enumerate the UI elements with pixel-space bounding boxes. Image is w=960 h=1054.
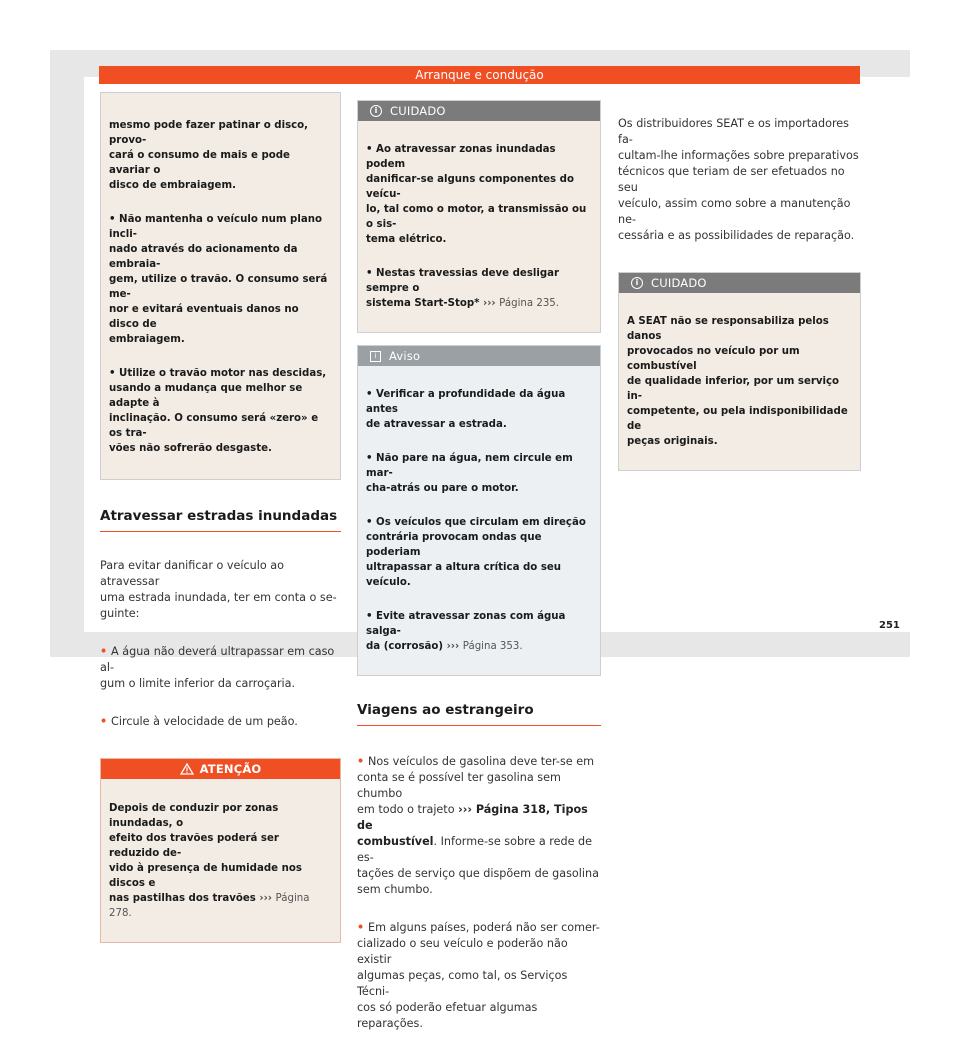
section-title-flooded-roads: Atravessar estradas inundadas bbox=[100, 508, 341, 532]
info-circle-icon: i bbox=[370, 105, 382, 117]
body-paragraph: Os distribuidores SEAT e os importadores fa- cultam-lhe informações sobre preparativos técnicos que teriam de ser efetuados no seu veículo, assim como sobre a manutenção ne- cessária e as possibilidades de reparação. bbox=[618, 117, 859, 242]
list-item: • Verificar a profundidade da água antes de atravessar a estrada. bbox=[366, 389, 566, 430]
list-item: • Em alguns países, poderá não ser comer- cializado o seu veículo e poderão não existir algumas peças, como tal, os Serviços Técni- cos só poderão efetuar algumas reparações. bbox=[357, 921, 600, 1030]
list-item: • Nos veículos de gasolina deve ter-se em conta se é possível ter gasolina sem chumbo em todo o trajeto ››› Página 318, Tipos de combustível. Informe-se sobre a rede de es- tações de serviço que dispõem de gasolina sem chumbo. bbox=[357, 755, 599, 896]
list-item: • Nestas travessias deve desligar sempre o sistema Start-Stop* ››› Página 235. bbox=[366, 268, 560, 309]
caution-box-header bbox=[619, 273, 860, 293]
info-circle-icon: i bbox=[631, 277, 643, 289]
bullet-icon: • bbox=[100, 645, 112, 658]
list-item: • Não pare na água, nem circule em mar- cha-atrás ou pare o motor. bbox=[366, 453, 573, 494]
page-reference-link[interactable]: ››› Página 318, Tipos de combustível bbox=[357, 803, 588, 848]
page-number: 251 bbox=[879, 620, 900, 631]
notice-box bbox=[357, 345, 601, 676]
chapter-header: Arranque e condução bbox=[99, 66, 860, 84]
list-item: • Circule à velocidade de um peão. bbox=[100, 715, 298, 728]
list-item: • Evite atravessar zonas com água salga- da (corrosão) ››› Página 353. bbox=[366, 611, 566, 652]
caution-box-header bbox=[358, 101, 600, 121]
list-item: • Os veículos que circulam em direção contrária provocam ondas que poderiam ultrapassar a altura crítica do seu veículo. bbox=[366, 517, 586, 588]
warning-box-header bbox=[101, 759, 340, 779]
column-2 bbox=[357, 100, 601, 1054]
bullet-icon: • bbox=[357, 755, 369, 768]
bullet-icon: • bbox=[357, 921, 369, 934]
column-3 bbox=[618, 100, 861, 471]
warning-text: Depois de conduzir por zonas inundadas, o efeito dos travões poderá ser reduzido de- vido à presença de humidade nos discos e nas pastilhas dos travões ››› Página 278. bbox=[109, 803, 310, 919]
caution-box-title: CUIDADO bbox=[390, 104, 446, 118]
caution-box bbox=[357, 100, 601, 333]
square-info-icon: i bbox=[370, 351, 381, 362]
caution-text: A SEAT não se responsabiliza pelos danos provocados no veículo por um combustível de qualidade inferior, por um serviço in- competente, ou pela indisponibilidade de peças originais. bbox=[627, 316, 848, 447]
page-reference-link[interactable]: ››› Página 278. bbox=[109, 893, 310, 919]
page-reference-link[interactable]: ››› Página 235. bbox=[483, 298, 560, 309]
bullet-icon: • bbox=[100, 715, 112, 728]
warning-box bbox=[100, 758, 341, 943]
box-paragraph: mesmo pode fazer patinar o disco, provo- cará o consumo de mais e pode avariar o disco de embraiagem. bbox=[109, 120, 309, 191]
warning-triangle-icon bbox=[180, 763, 194, 775]
list-item: • A água não deverá ultrapassar em caso al- gum o limite inferior da carroçaria. bbox=[100, 645, 335, 690]
continued-tips-box bbox=[100, 92, 341, 480]
notice-box-title: Aviso bbox=[389, 349, 421, 363]
intro-text: Para evitar danificar o veículo ao atravessar uma estrada inundada, ter em conta o se- guinte: bbox=[100, 559, 337, 620]
box-paragraph: • Utilize o travão motor nas descidas, usando a mudança que melhor se adapte à inclinação. O consumo será «zero» e os tra- vões não sofrerão desgaste. bbox=[109, 368, 327, 454]
notice-box-header bbox=[358, 346, 600, 366]
box-paragraph: • Não mantenha o veículo num plano incli- nado através do acionamento da embraia- gem, utilize o travão. O consumo será me- nor e evitará eventuais danos no disco de embraiagem. bbox=[109, 214, 328, 345]
warning-box-title: ATENÇÃO bbox=[199, 762, 262, 776]
list-item: • Ao atravessar zonas inundadas podem danificar-se alguns componentes do veícu- lo, tal como o motor, a transmissão ou o sis- tema elétrico. bbox=[366, 144, 587, 245]
section-title-travel-abroad: Viagens ao estrangeiro bbox=[357, 702, 601, 726]
column-1 bbox=[100, 92, 341, 943]
caution-box-title: CUIDADO bbox=[651, 276, 707, 290]
page-reference-link[interactable]: ››› Página 353. bbox=[446, 641, 523, 652]
caution-box bbox=[618, 272, 861, 471]
